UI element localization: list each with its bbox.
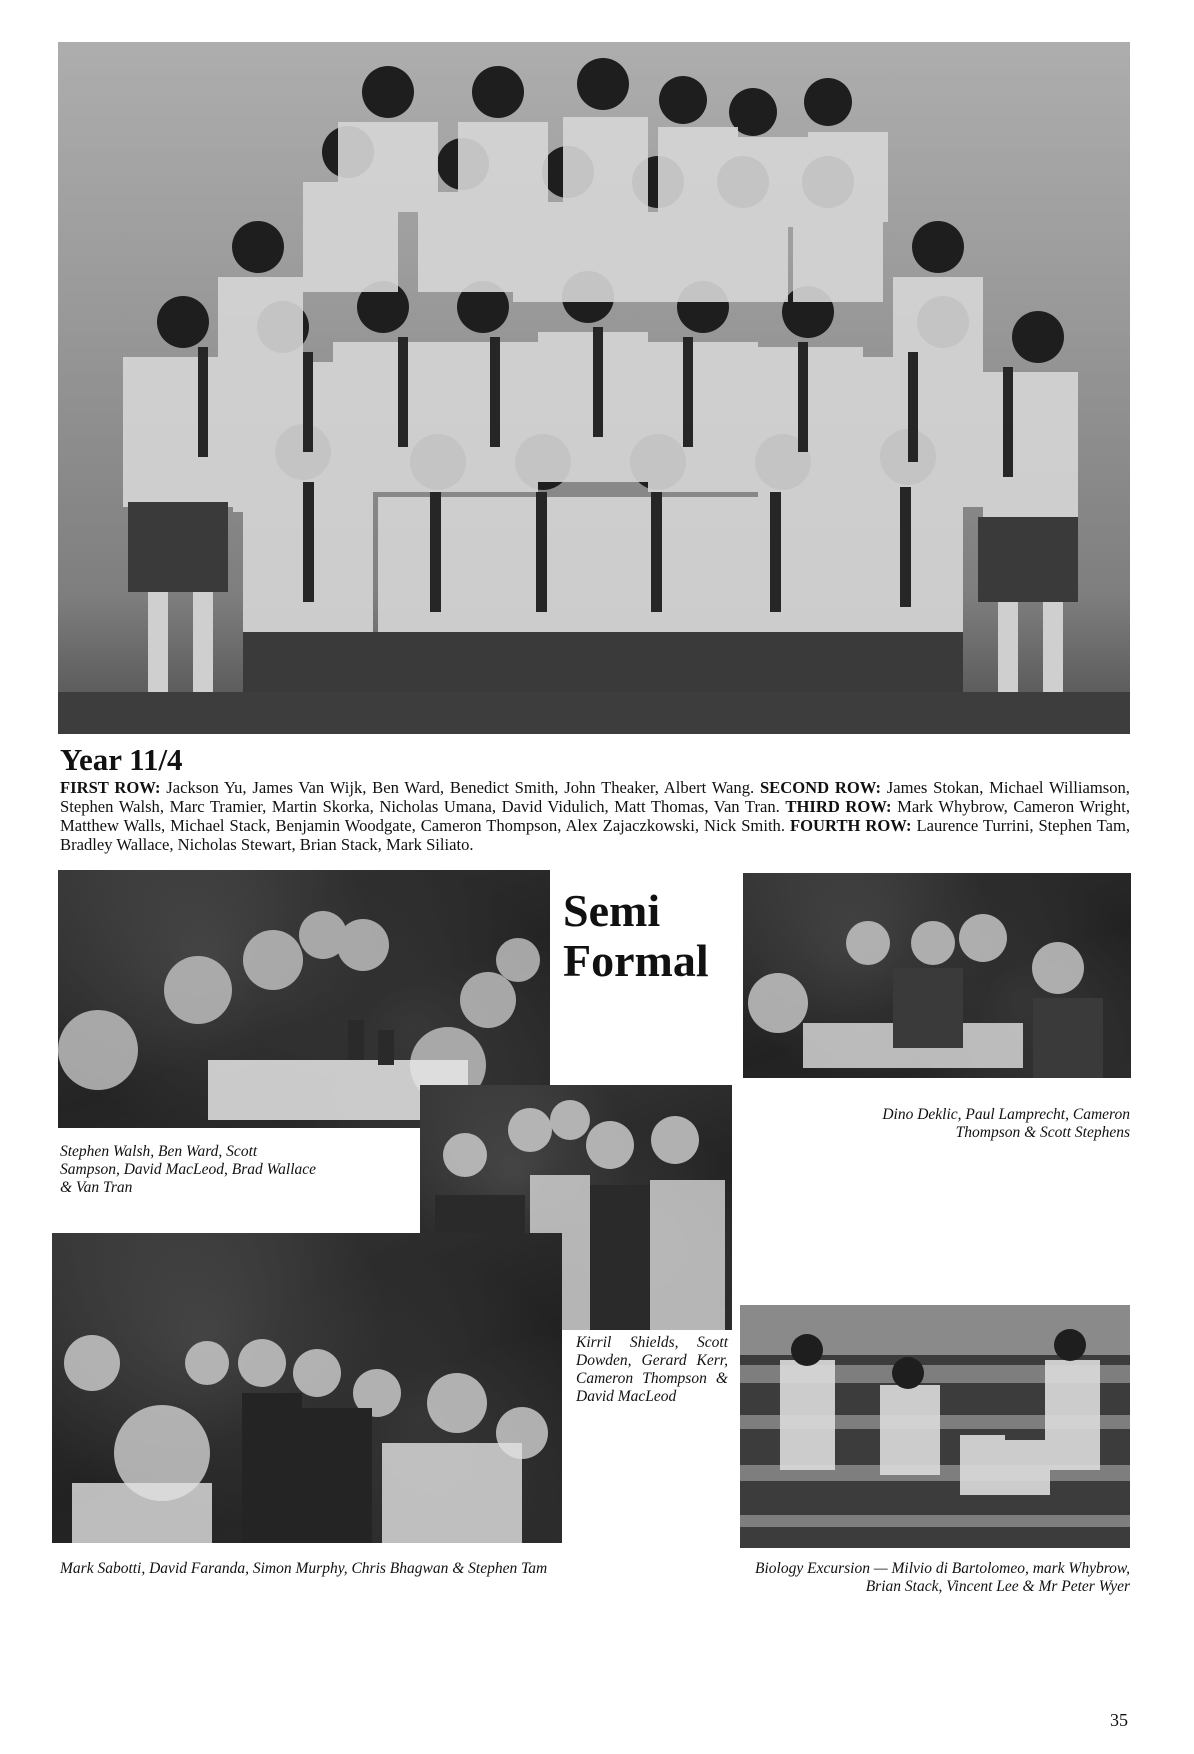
photo-bottom-left-content [52, 1233, 562, 1543]
row-names-fourth: Laurence Turrini, Stephen Tam, Bradley Wallace, Nicholas Stewart, Brian Stack, Mark Siliato. [60, 816, 1130, 854]
caption-right-top: Dino Deklic, Paul Lamprecht, Cameron Thompson & Scott Stephens [882, 1106, 1130, 1141]
semi-formal-heading [563, 886, 709, 986]
class-group-photo [58, 42, 1130, 734]
class-title: Year 11/4 [60, 742, 183, 777]
photo-right-content [743, 873, 1131, 1078]
caption-bottom-right: Biology Excursion — Milvio di Bartolomeo, mark Whybrow, Brian Stack, Vincent Lee & Mr Peter Wyer [755, 1560, 1130, 1595]
semi-formal-photo-bottom-left [52, 1233, 562, 1543]
caption-bottom-left: Mark Sabotti, David Faranda, Simon Murphy, Chris Bhagwan & Stephen Tam [60, 1560, 548, 1577]
caption-left-top: Stephen Walsh, Ben Ward, Scott Sampson, David MacLeod, Brad Wallace & Van Tran [60, 1143, 317, 1196]
page-number: 35 [1110, 1710, 1128, 1730]
group-photo-figures [58, 42, 1130, 734]
caption-middle: Kirril Shields, Scott Dowden, Gerard Kerr, Cameron Thompson & David MacLeod [576, 1334, 728, 1405]
row-names-second: James Stokan, Michael Williamson, Stephen Walsh, Marc Tramier, Martin Skorka, Nicholas Umana, David Vidulich, Matt Thomas, Van Tran. [60, 778, 1130, 816]
row-label-second: SECOND ROW: [759, 778, 881, 797]
row-names-first: Jackson Yu, James Van Wijk, Ben Ward, Benedict Smith, John Theaker, Albert Wang. [166, 778, 755, 797]
biology-excursion-photo [740, 1305, 1130, 1548]
semi-formal-photo-right [743, 873, 1131, 1078]
row-label-first: FIRST ROW: [60, 778, 161, 797]
photo-bottom-right-content [740, 1305, 1130, 1548]
row-names-third: Mark Whybrow, Cameron Wright, Matthew Walls, Michael Stack, Benjamin Woodgate, Cameron Thompson, Alex Zajaczkowski, Nick Smith. [60, 797, 1130, 835]
semi-formal-heading-line2: Formal [563, 935, 709, 986]
class-name-list [60, 778, 1130, 854]
semi-formal-heading-line1: Semi [563, 885, 661, 936]
row-label-third: THIRD ROW: [785, 797, 892, 816]
row-label-fourth: FOURTH ROW: [790, 816, 912, 835]
